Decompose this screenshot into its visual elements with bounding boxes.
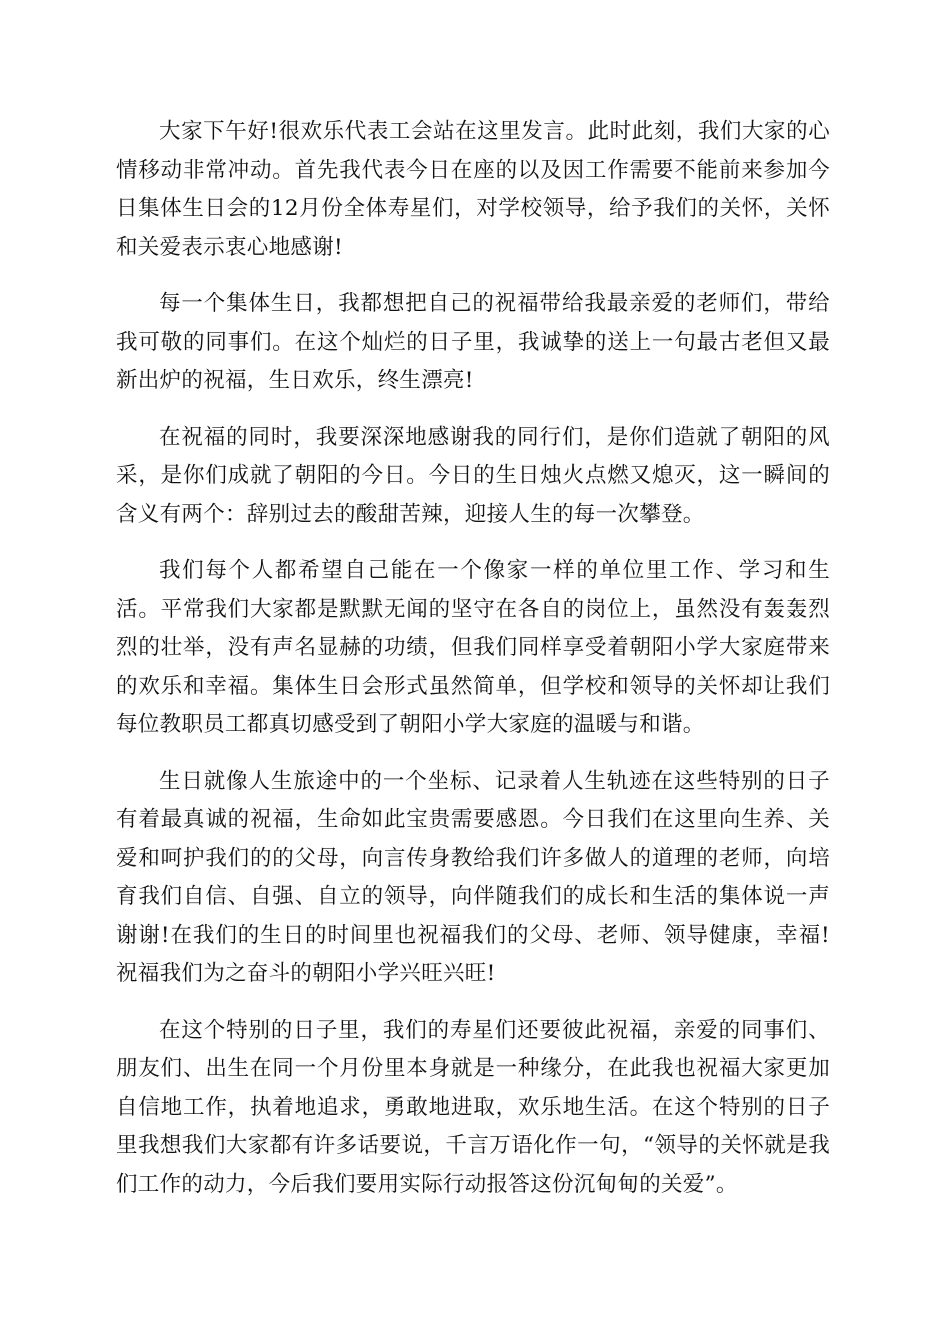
paragraph-closing: 在这个特别的日子里，我们的寿星们还要彼此祝福，亲爱的同事们、朋友们、出生在同一个月份里本身就是一种缘分，在此我也祝福大家更加自信地工作，执着地追求，勇敢地进取，欢乐地生活。在这个特别的日子里我想我们大家都有许多话要说，千言万语化作一句，“领导的关怀就是我们工作的动力，今后我们要用实际行动报答这份沉甸甸的关爱”。 [116, 1017, 830, 1197]
paragraph-greeting: 大家下午好!很欢乐代表工会站在这里发言。此时此刻，我们大家的心情移动非常冲动。首先我代表今日在座的以及因工作需要不能前来参加今日集体生日会的12月份全体寿星们，对学校领导，给予我们的关怀，关怀和关爱表示衷心地感谢! [116, 119, 830, 260]
paragraph-school-family: 我们每个人都希望自己能在一个像家一样的单位里工作、学习和生活。平常我们大家都是默默无闻的坚守在各自的岗位上，虽然没有轰轰烈烈的壮举，没有声名显赫的功绩，但我们同样享受着朝阳小学大家庭带来的欢乐和幸福。集体生日会形式虽然简单，但学校和领导的关怀却让我们每位教职员工都真切感受到了朝阳小学大家庭的温暖与和谐。 [116, 558, 830, 737]
paragraph-gratitude: 生日就像人生旅途中的一个坐标、记录着人生轨迹在这些特别的日子有着最真诚的祝福，生命如此宝贵需要感恩。今日我们在这里向生养、关爱和呵护我们的的父母，向言传身教给我们许多做人的道理的老师，向培育我们自信、自强、自立的领导，向伴随我们的成长和生活的集体说一声谢谢!在我们的生日的时间里也祝福我们的父母、老师、领导健康，幸福!祝福我们为之奋斗的朝阳小学兴旺兴旺! [116, 768, 830, 986]
paragraph-thanks-colleagues: 在祝福的同时，我要深深地感谢我的同行们，是你们造就了朝阳的风采，是你们成就了朝阳的今日。今日的生日烛火点燃又熄灭，这一瞬间的含义有两个：辞别过去的酸甜苦辣，迎接人生的每一次攀登。 [116, 424, 830, 527]
paragraph-birthday-wishes: 每一个集体生日，我都想把自己的祝福带给我最亲爱的老师们，带给我可敬的同事们。在这个灿烂的日子里，我诚挚的送上一句最古老但又最新出炉的祝福，生日欢乐，终生漂亮! [116, 291, 830, 393]
